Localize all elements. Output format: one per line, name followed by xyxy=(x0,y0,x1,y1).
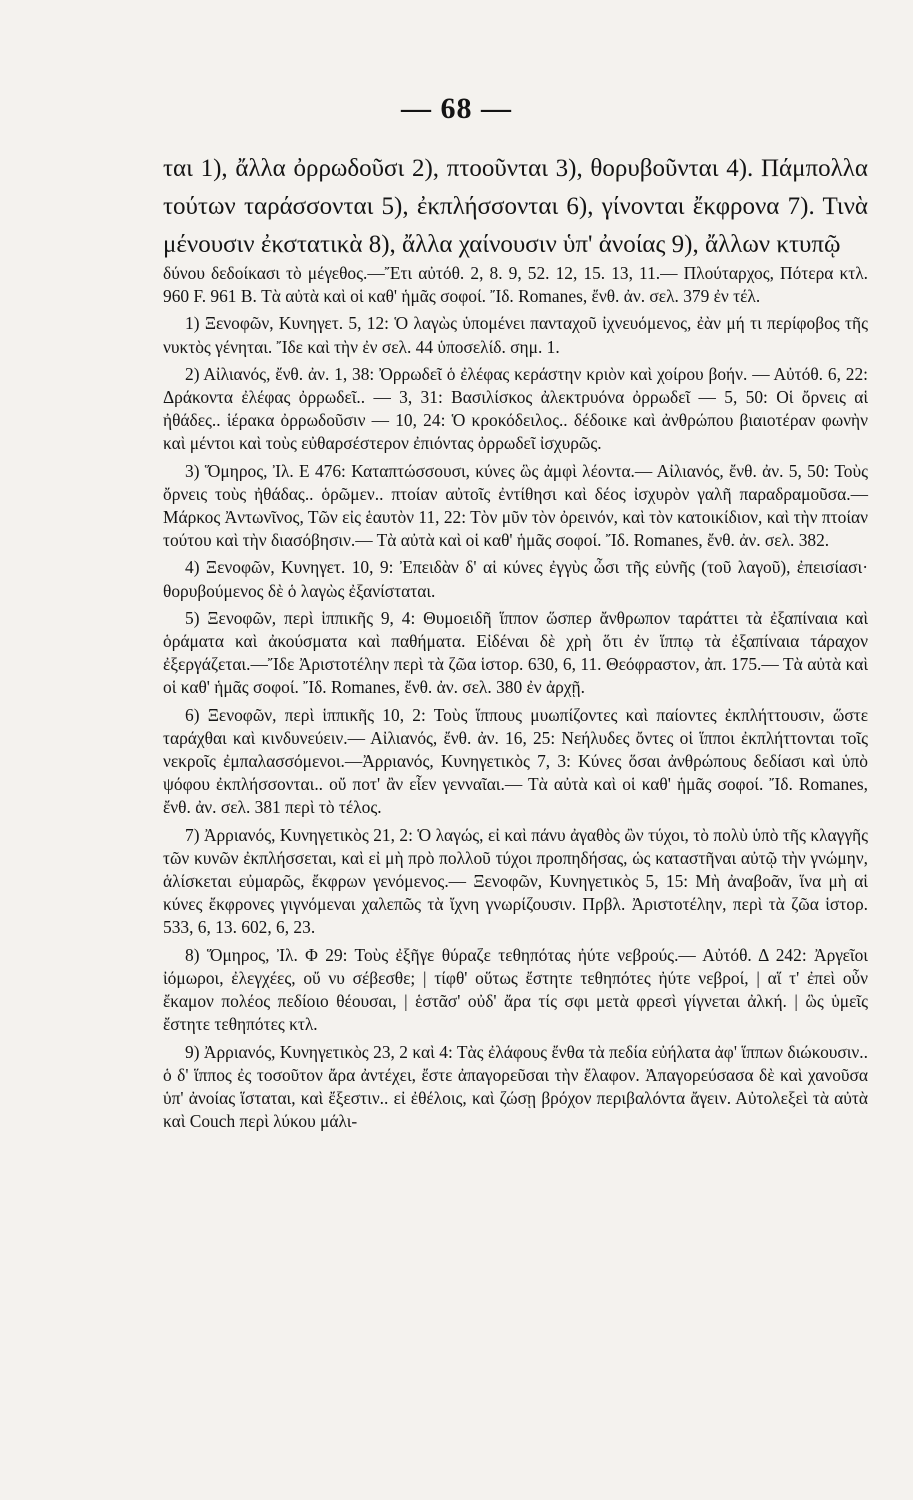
footnote-continuation: δύνου δεδοίκασι τὸ μέγεθος.—Ἔτι αὐτόθ. 2, 8. 9, 52. 12, 15. 13, 11.— Πλούταρχος, Πότερα κτλ. 960 F. 961 B. Τὰ αὐτὰ καὶ οἱ καθ' ἡμᾶς σοφοί. Ἴδ. Romanes, ἔνθ. ἀν. σελ. 379 ἐν τέλ. xyxy=(163,263,868,307)
footnote-7: 7) Ἀρριανός, Κυνηγετικὸς 21, 2: Ὁ λαγώς, εἰ καὶ πάνυ ἀγαθὸς ὢν τύχοι, τὸ πολὺ ὑπὸ τῆς κλαγγῆς τῶν κυνῶν ἐκπλήσσεται, καὶ εἰ μὴ πρὸ πολλοῦ τύχοι προπηδήσας, ὡς καταστῆναι αὐτῷ τὴν γνώμην, ἁλίσκεται εὐμαρῶς, ἔκφρων γενόμενος.— Ξενοφῶν, Κυνηγετικὸς 5, 15: Μὴ ἀναβοᾶν, ἵνα μὴ αἱ κύνες ἔκφρονες γιγνόμεναι χαλεπῶς τὰ ἴχνη γνωρίζουσιν. Πρβλ. Ἀριστοτέλην, περὶ τὰ ζῶα ἱστορ. 533, 6, 13. 602, 6, 23. xyxy=(163,824,868,938)
footnotes xyxy=(163,262,868,1137)
footnote-5: 5) Ξενοφῶν, περὶ ἱππικῆς 9, 4: Θυμοειδῆ ἵππον ὥσπερ ἄνθρωπον ταράττει τὰ ἐξαπίναια καὶ ὁράματα καὶ ἀκούσματα καὶ παθήματα. Εἰδέναι δὲ χρὴ ὅτι ἐν ἵππῳ τὰ ἐξαπίναια τάραχον ἐξεργάζεται.—Ἴδε Ἀριστοτέλην περὶ τὰ ζῶα ἱστορ. 630, 6, 11. Θεόφραστον, ἀπ. 175.— Τὰ αὐτὰ καὶ οἱ καθ' ἡμᾶς σοφοί. Ἴδ. Romanes, ἔνθ. ἀν. σελ. 380 ἐν ἀρχῇ. xyxy=(163,607,868,698)
footnote-6: 6) Ξενοφῶν, περὶ ἱππικῆς 10, 2: Τοὺς ἵππους μυωπίζοντες καὶ παίοντες ἐκπλήττουσιν, ὥστε ταράχθαι καὶ κινδυνεύειν.— Αἰλιανός, ἔνθ. ἀν. 16, 25: Νεήλυδες ὄντες οἱ ἵπποι ἐκπλήττονται τοῖς νεκροῖς ἐμπαλασσόμενοι.—Ἀρριανός, Κυνηγετικὸς 7, 3: Κύνες ὅσαι ἀνθρώπους δεδίασι καὶ ὑπὸ ψόφου ἐκπλήσσονται.. οὔ ποτ' ἂν εἶεν γενναῖαι.— Τὰ αὐτὰ καὶ οἱ καθ' ἡμᾶς σοφοί. Ἴδ. Romanes, ἔνθ. ἀν. σελ. 381 περὶ τὸ τέλος. xyxy=(163,704,868,818)
main-text-paragraph: ται 1), ἄλλα ὀρρωδοῦσι 2), πτοοῦνται 3), θορυβοῦνται 4). Πάμπολλα τούτων ταράσσονται 5), ἐκπλήσσονται 6), γίνονται ἔκφρονα 7). Τινὰ μένουσιν ἐκστατικὰ 8), ἄλλα χαίνουσιν ὑπ' ἀνοίας 9), ἄλλων κτυπῷ xyxy=(163,155,868,258)
footnote-1: 1) Ξενοφῶν, Κυνηγετ. 5, 12: Ὁ λαγὼς ὑπομένει πανταχοῦ ἰχνευόμενος, ἐὰν μή τι περίφοβος τῆς νυκτὸς γένηται. Ἴδε καὶ τὴν ἐν σελ. 44 ὑποσελίδ. σημ. 1. xyxy=(163,313,868,357)
footnote-3: 3) Ὅμηρος, Ἰλ. Ε 476: Καταπτώσσουσι, κύνες ὣς ἀμφὶ λέοντα.— Αἰλιανός, ἔνθ. ἀν. 5, 50: Τοὺς ὄρνεις τοὺς ἠθάδας.. ὁρῶμεν.. πτοίαν αὐτοῖς ἐντίθησι καὶ δέος ἰσχυρὸν γαλῆ παραδραμοῦσα.— Μάρκος Ἀντωνῖνος, Τῶν εἰς ἑαυτὸν 11, 22: Τὸν μῦν τὸν ὀρεινόν, καὶ τὸν κατοικίδιον, καὶ τὴν πτοίαν τούτου καὶ τὴν διασόβησιν.— Τὰ αὐτὰ καὶ οἱ καθ' ἡμᾶς σοφοί. Ἴδ. Romanes, ἔνθ. ἀν. σελ. 382. xyxy=(163,460,868,551)
footnote-8: 8) Ὅμηρος, Ἰλ. Φ 29: Τοὺς ἐξῆγε θύραζε τεθηπότας ἠύτε νεβρούς.— Αὐτόθ. Δ 242: Ἀργεῖοι ἰόμωροι, ἐλεγχέες, οὔ νυ σέβεσθε; | τίφθ' οὕτως ἔστητε τεθηπότες ἠύτε νεβροί, | αἵ τ' ἐπεὶ οὖν ἔκαμον πολέος πεδίοιο θέουσαι, | ἑστᾶσ' οὐδ' ἄρα τίς σφι μετὰ φρεσὶ γίγνεται ἀλκή. | ὣς ὑμεῖς ἔστητε τεθηπότες κτλ. xyxy=(163,944,868,1035)
footnote-9: 9) Ἀρριανός, Κυνηγετικὸς 23, 2 καὶ 4: Τὰς ἐλάφους ἔνθα τὰ πεδία εὐήλατα ἀφ' ἵππων διώκουσιν.. ὁ δ' ἵππος ἐς τοσοῦτον ἄρα ἀντέχει, ἔστε ἀπαγορεῦσαι τὴν ἔλαφον. Ἀπαγορεύσασα δὲ καὶ χανοῦσα ὑπ' ἀνοίας ἵσταται, καὶ ἔξεστιν.. εἰ ἐθέλοις, καὶ ζώσῃ βρόχον περιβαλόντα ἄγειν. Αὐτολεξεὶ τὰ αὐτὰ καὶ Couch περὶ λύκου μάλι- xyxy=(163,1041,868,1132)
page-number: — 68 — xyxy=(401,92,512,125)
footnote-2: 2) Αἰλιανός, ἔνθ. ἀν. 1, 38: Ὀρρωδεῖ ὁ ἐλέφας κεράστην κριὸν καὶ χοίρου βοήν. — Αὐτόθ. 6, 22: Δράκοντα ἐλέφας ὀρρωδεῖ.. — 3, 31: Βασιλίσκος ἀλεκτρυόνα ὀρρωδεῖ — 5, 50: Οἱ ὄρνεις αἱ ἠθάδες.. ἱέρακα ὀρρωδοῦσιν — 10, 24: Ὁ κροκόδειλος.. δέδοικε καὶ ἀνθρώπου βιαιοτέραν φωνὴν καὶ μέντοι καὶ τοὺς εὐθαρσέστερον ἐπιόντας ὀρρωδεῖ ἰσχυρῶς. xyxy=(163,363,868,454)
footnote-4: 4) Ξενοφῶν, Κυνηγετ. 10, 9: Ἐπειδὰν δ' αἱ κύνες ἐγγὺς ὦσι τῆς εὐνῆς (τοῦ λαγοῦ), ἐπεισίασι· θορυβούμενος δὲ ὁ λαγὼς ἐξανίσταται. xyxy=(163,557,868,601)
